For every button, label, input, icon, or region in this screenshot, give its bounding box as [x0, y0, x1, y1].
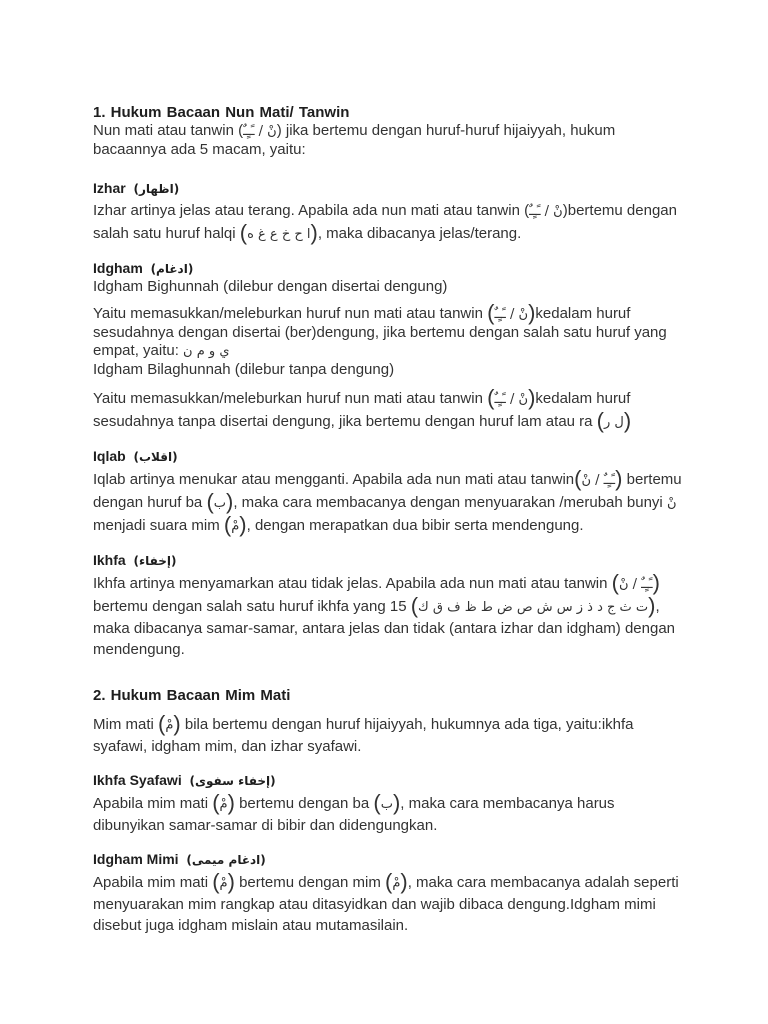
arabic-mim: مْ [231, 519, 240, 534]
heading-idgham: Idgham (ادغام) [93, 260, 194, 276]
arabic-nun-tanwin: نْ / ـًـٍـٌ [529, 204, 563, 219]
arabic-nun-tanwin: ـًـٍـٌ / نْ [618, 577, 653, 592]
paragraph-ikhfa-syafawi: Apabila mim mati (مْ) bertemu dengan ba (ب), maka cara membacanya harus dibunyikan samar-samar di bibir dan didengungkan. [93, 790, 615, 834]
arabic-ba: ب [380, 797, 393, 812]
heading-ikhfa: Ikhfa (إخفاء) [93, 552, 177, 568]
document-body [93, 103, 683, 936]
arabic-nun: نْ [666, 496, 677, 511]
paragraph-ikhfa: Ikhfa artinya menyamarkan atau tidak jelas. Apabila ada nun mati atau tanwin (ـًـٍـٌ / نْ) bertemu dengan salah satu huruf ikhfa yang 15 (ت ث ج د ذ ز س ش ص ض ط ظ ف ق ك), maka dibacanya samar-samar, antara jelas dan tidak (antara izhar dan idgham) dengan mendengung. [93, 570, 675, 658]
paragraph-iqlab: Iqlab artinya menukar atau mengganti. Apabila ada nun mati atau tanwin(ـًـٍـٌ / نْ) bertemu dengan huruf ba (ب), maka cara membacanya dengan menyuarakan /merubah bunyi نْ menjadi suara mim (مْ), dengan merapatkan dua bibir serta mendengung. [93, 466, 682, 537]
heading-izhar: Izhar (اظهار) [93, 180, 180, 196]
arabic-mim: مْ [219, 797, 228, 812]
arabic-ikhfa-syafawi: (إخفاء سفوى) [189, 774, 276, 788]
arabic-izhar: (اظهار) [133, 182, 180, 196]
arabic-nun-tanwin: نْ / ـًـٍـٌ [494, 307, 529, 322]
arabic-nun-tanwin: ـًـٍـٌ / نْ [581, 473, 616, 488]
section-title-nun-mati: 1. Hukum Bacaan Nun Mati/ Tanwin [93, 104, 350, 121]
section-title-mim-mati: 2. Hukum Bacaan Mim Mati [93, 687, 291, 704]
arabic-nun-tanwin: نْ / ـًـٍـٌ [494, 392, 529, 407]
heading-ikhfa-syafawi: Ikhfa Syafawi (إخفاء سفوى) [93, 772, 276, 788]
arabic-huruf-halqi: ا ح خ ع غ ه [247, 227, 311, 242]
heading-iqlab: Iqlab (اقلاب) [93, 448, 178, 464]
subheading-idgham-bighunnah: Idgham Bighunnah (dilebur dengan disertai dengung) [93, 278, 448, 295]
section-intro-mim-mati: Mim mati (مْ) bila bertemu dengan huruf hijaiyyah, hukumnya ada tiga, yaitu:ikhfa syafawi, idgham mim, dan izhar syafawi. [93, 711, 634, 755]
paragraph-izhar: Izhar artinya jelas atau terang. Apabila ada nun mati atau tanwin (نْ / ـًـٍـٌ)bertemu dengan salah satu huruf halqi (ا ح خ ع غ ه), maka dibacanya jelas/terang. [93, 202, 677, 245]
section-intro-nun-mati: Nun mati atau tanwin (نْ / ـًـٍـٌ) jika bertemu dengan huruf-huruf hijaiyyah, hukum bacaannya ada 5 macam, yaitu: [93, 122, 616, 158]
paragraph-idgham-bilaghunnah: Yaitu memasukkan/meleburkan huruf nun mati atau tanwin (نْ / ـًـٍـٌ)kedalam huruf sesudahnya tanpa disertai dengung, jika bertemu dengan huruf lam atau ra (ل ر) [93, 385, 632, 433]
arabic-ikhfa: (إخفاء) [133, 554, 177, 568]
arabic-ba: ب [213, 496, 227, 511]
arabic-mim: مْ [165, 718, 174, 733]
arabic-huruf-ikhfa: ت ث ج د ذ ز س ش ص ض ط ظ ف ق ك [418, 600, 649, 615]
arabic-mim: مْ [219, 876, 228, 891]
subheading-idgham-bilaghunnah: Idgham Bilaghunnah (dilebur tanpa dengung) [93, 361, 395, 378]
arabic-mim: مْ [392, 876, 401, 891]
arabic-nun-tanwin: نْ / ـًـٍـٌ [243, 124, 277, 139]
arabic-lam-ra: ل ر [604, 415, 624, 430]
paragraph-idgham-mimi: Apabila mim mati (مْ) bertemu dengan mim (مْ), maka cara membacanya adalah seperti menyuarakan mim rangkap atau ditasyidkan dan wajib dibaca dengung.Idgham mimi disebut juga idgham mislain atau mutamasilain. [93, 869, 679, 934]
arabic-iqlab: (اقلاب) [133, 450, 178, 464]
paragraph-idgham-bighunnah: Yaitu memasukkan/meleburkan huruf nun mati atau tanwin (نْ / ـًـٍـٌ)kedalam huruf sesudahnya dengan disertai (ber)dengung, jika bertemu dengan salah satu huruf yang empat, yaitu: ي و م ن [93, 300, 667, 359]
arabic-idgham: (ادغام) [150, 262, 194, 276]
heading-idgham-mimi: Idgham Mimi (ادغام ميمى) [93, 851, 266, 867]
arabic-huruf-idgham-bighunnah: ي و م ن [183, 344, 230, 359]
arabic-idgham-mimi: (ادغام ميمى) [186, 853, 266, 867]
